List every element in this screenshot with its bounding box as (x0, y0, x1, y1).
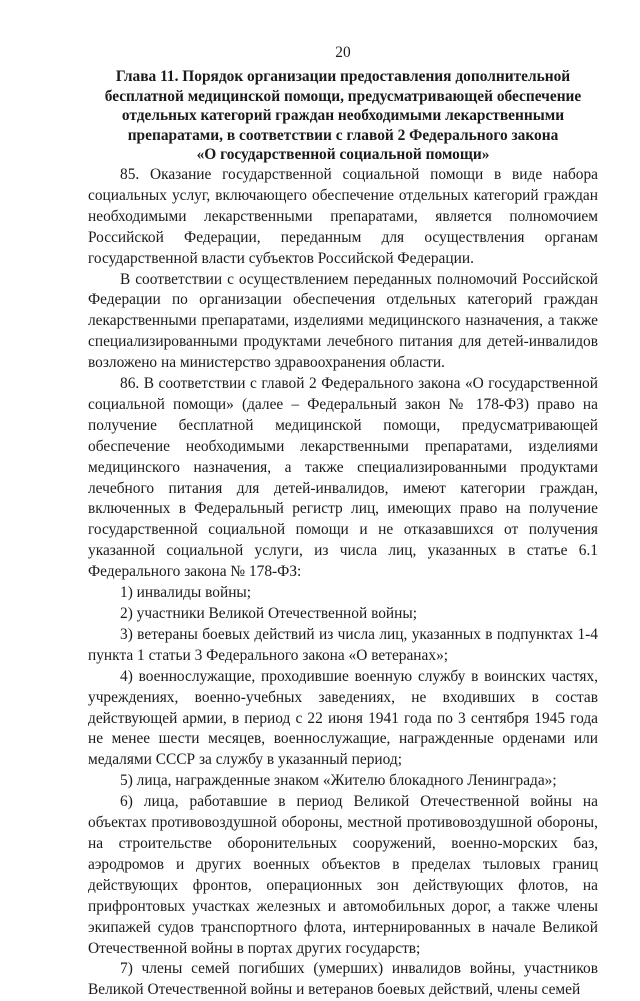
paragraph-powers: В соответствии с осуществлением переданных полномочий Российской Федерации по организации обеспечения отдельных категорий граждан лекарственными препаратами, изделиями медицинского назначения, а также специализированными продуктами лечебного питания для детей-инвалидов возложено на министерство здравоохранения области. (88, 270, 598, 372)
document-page (88, 44, 598, 1001)
list-item-5: 5) лица, награжденные знаком «Жителю блокадного Ленинграда»; (120, 772, 557, 790)
list-item-3: 3) ветераны боевых действий из числа лиц, указанных в подпунктах 1-4 пункта 1 статьи 3 Федерального закона «О ветеранах»; (88, 625, 598, 664)
heading-line: Глава 11. Порядок организации предоставления дополнительной (115, 68, 571, 85)
heading-line: «О государственной социальной помощи» (196, 146, 490, 164)
heading-line: отдельных категорий граждан необходимыми лекарственными (121, 107, 565, 125)
list-item-4: 4) военнослужащие, проходившие военную службу в воинских частях, учреждениях, военно-учебных заведениях, не входивших в состав действующей армии, в период с 22 июня 1941 года по 3 сентября 1945 года не менее шести месяцев, военнослужащие, награжденные орденами или медалями СССР за службу в указанный период; (88, 667, 598, 769)
heading-line: препаратами, в соответствии с главой 2 Федерального закона (127, 126, 559, 144)
chapter-heading (88, 67, 598, 165)
heading-line: бесплатной медицинской помощи, предусматривающей обеспечение (104, 87, 582, 105)
paragraph-86: 86. В соответствии с главой 2 Федерального закона «О государственной социальной помощи» (далее – Федеральный закон № 178-ФЗ) право на получение бесплатной медицинской помощи, предусматривающей обеспечение необходимыми лекарственными препаратами, изделиями медицинского назначения, а также специализированными продуктами лечебного питания для детей-инвалидов, имеют категории граждан, включенных в Федеральный регистр лиц, имеющих право на получение государственной социальной помощи и не отказавшихся от получения указанной социальной услуги, из числа лиц, указанных в статье 6.1 Федерального закона № 178-ФЗ: (88, 375, 598, 581)
list-item-6: 6) лица, работавшие в период Великой Отечественной войны на объектах противовоздушной обороны, местной противовоздушной обороны, на строительстве оборонительных сооружений, военно-морских баз, аэродромов и других военных объектов в пределах тыловых границ действующих фронтов, операционных зон действующих флотов, на прифронтовых участках железных и автомобильных дорог, а также члены экипажей судов транспортного флота, интернированных в начале Великой Отечественной войны в портах других государств; (88, 793, 598, 957)
list-item-1: 1) инвалиды войны; (120, 584, 252, 602)
list-item-7: 7) члены семей погибших (умерших) инвалидов войны, участников Великой Отечественной войны и ветеранов боевых действий, члены семей (88, 960, 598, 999)
page-number: 20 (335, 44, 351, 61)
list-item-2: 2) участники Великой Отечественной войны; (120, 605, 418, 622)
paragraph-85: 85. Оказание государственной социальной помощи в виде набора социальных услуг, включающего обеспечение отдельных категорий граждан необходимыми лекарственными препаратами, является полномочием Российской Федерации, переданным для осуществления органам государственной власти субъектов Российской Федерации. (88, 165, 598, 267)
